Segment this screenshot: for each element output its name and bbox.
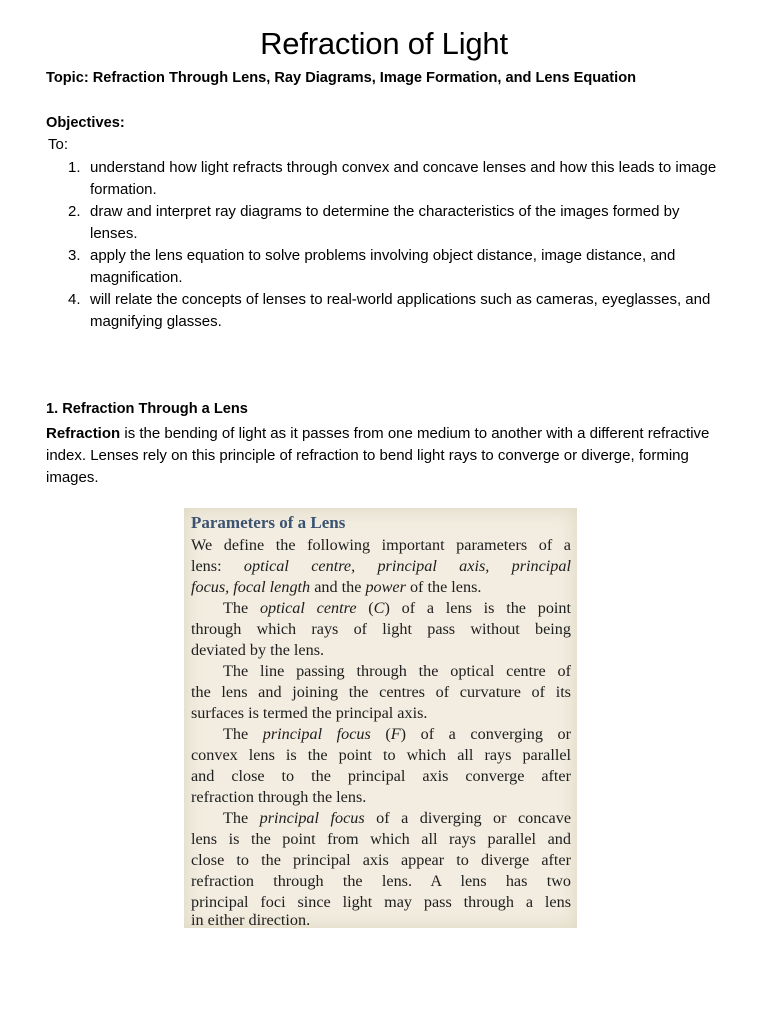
excerpt-line	[191, 682, 571, 703]
page-title: Refraction of Light	[260, 26, 508, 61]
excerpt-text: ) of a lens is the point	[384, 599, 572, 617]
bold-term: Refraction	[46, 425, 121, 442]
topic-line: Topic: Refraction Through Lens, Ray Diagrams, Image Formation, and Lens Equation	[46, 70, 637, 86]
excerpt-text: and close to the principal axis converge after	[191, 767, 571, 785]
excerpt-line	[191, 535, 571, 556]
objectives-heading: Objectives:	[46, 115, 125, 131]
list-item-text: will relate the concepts of lenses to real-world applications such as cameras, eyeglasses, and magnifying glasses.	[90, 291, 711, 330]
excerpt-text: deviated by the lens.	[191, 641, 325, 659]
list-item	[0, 245, 720, 289]
excerpt-line	[191, 850, 571, 871]
excerpt-italic: optical centre	[259, 599, 357, 617]
excerpt-line	[191, 787, 571, 808]
section-heading: 1. Refraction Through a Lens	[46, 401, 248, 417]
excerpt-line	[191, 808, 571, 829]
excerpt-text: refraction through the lens.	[191, 788, 367, 806]
excerpt-text: ) of a converging or	[400, 725, 571, 743]
list-item-text: draw and interpret ray diagrams to determine the characteristics of the images formed by lenses.	[90, 203, 680, 242]
excerpt-italic: principal focus	[259, 809, 365, 827]
to-label: To:	[48, 136, 69, 153]
excerpt-text: The	[223, 725, 263, 743]
excerpt-text: the lens and joining the centres of curvature of its	[191, 683, 571, 701]
list-item	[0, 201, 720, 245]
excerpt-heading: Parameters of a Lens	[191, 513, 346, 532]
list-number: 1.	[68, 159, 81, 176]
excerpt-line	[191, 724, 571, 745]
excerpt-italic: power	[365, 578, 406, 596]
excerpt-line	[191, 829, 571, 850]
scanned-textbook-excerpt	[184, 508, 577, 928]
excerpt-text: refraction through the lens. A lens has two	[191, 872, 571, 890]
excerpt-text: The	[223, 599, 260, 617]
excerpt-text: (	[370, 725, 391, 743]
list-item-text: understand how light refracts through convex and concave lenses and how this leads to image formation.	[90, 159, 717, 198]
excerpt-line	[191, 577, 571, 598]
excerpt-line	[191, 871, 571, 892]
excerpt-text: of the lens.	[405, 578, 482, 596]
excerpt-line	[191, 703, 571, 724]
section-paragraph	[46, 423, 736, 489]
excerpt-line	[191, 910, 571, 928]
paragraph-body: is the bending of light as it passes from one medium to another with a different refractive index. Lenses rely on this principle of refraction to bend light rays to converge or diverge, forming images.	[46, 425, 710, 486]
excerpt-text: lens:	[191, 557, 244, 575]
list-item	[0, 289, 720, 333]
list-number: 2.	[68, 203, 81, 220]
excerpt-text: in either direction.	[191, 911, 311, 928]
excerpt-text: We define the following important parameters of a	[191, 536, 571, 554]
list-item	[0, 157, 720, 201]
excerpt-text: The line passing through the optical centre of	[223, 662, 571, 680]
excerpt-text: lens is the point from which all rays parallel and	[191, 830, 571, 848]
excerpt-text: close to the principal axis appear to diverge after	[191, 851, 571, 869]
excerpt-italic: focus, focal length	[191, 578, 311, 596]
excerpt-italic: C	[373, 599, 385, 617]
excerpt-text: through which rays of light pass without being	[191, 620, 571, 638]
excerpt-line	[191, 598, 571, 619]
list-number: 4.	[68, 291, 81, 308]
excerpt-text: convex lens is the point to which all rays parallel	[191, 746, 571, 764]
excerpt-text: of a diverging or concave	[364, 809, 572, 827]
excerpt-line	[191, 661, 571, 682]
excerpt-text: The	[223, 809, 260, 827]
excerpt-text: (	[356, 599, 374, 617]
excerpt-line	[191, 619, 571, 640]
objectives-list	[0, 157, 768, 333]
excerpt-italic: F	[390, 725, 401, 743]
list-item-text: apply the lens equation to solve problems involving object distance, image distance, and magnification.	[90, 247, 676, 286]
excerpt-text: and the	[310, 578, 366, 596]
excerpt-italic: optical centre, principal axis, principal	[243, 557, 571, 575]
excerpt-line	[191, 766, 571, 787]
excerpt-text: surfaces is termed the principal axis.	[191, 704, 428, 722]
excerpt-line	[191, 745, 571, 766]
list-number: 3.	[68, 247, 81, 264]
excerpt-text: principal foci since light may pass through a lens	[191, 893, 571, 911]
excerpt-italic: principal focus	[262, 725, 371, 743]
excerpt-line	[191, 640, 571, 661]
excerpt-line	[191, 556, 571, 577]
